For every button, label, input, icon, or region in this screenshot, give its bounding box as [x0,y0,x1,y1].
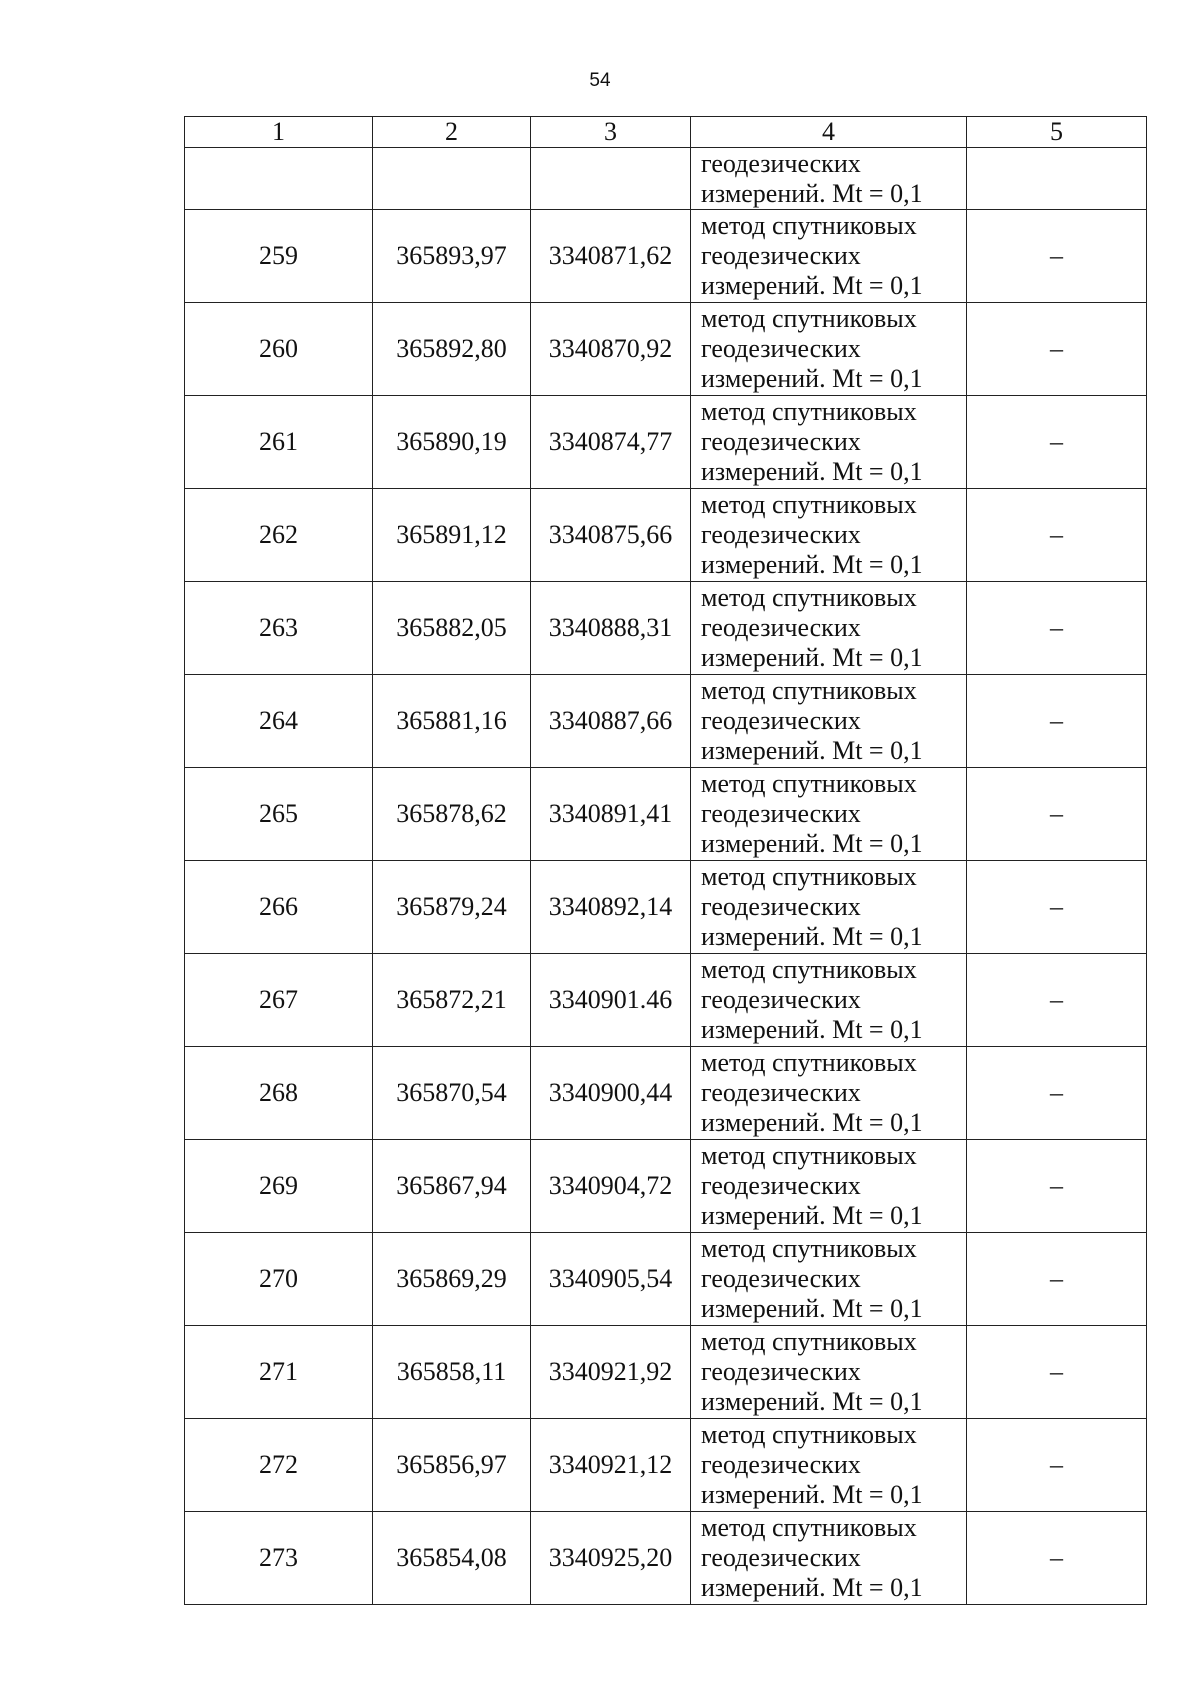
cell-method [691,1140,967,1233]
method-line: измерений. Mt = 0,1 [701,736,923,765]
method-line: геодезических [701,892,861,921]
cell-col5: – [967,1326,1147,1419]
cell-y: 3340887,66 [531,675,691,768]
cell-col5: – [967,675,1147,768]
method-line: геодезических [701,613,861,642]
cell-point: 261 [185,396,373,489]
cell-point: 262 [185,489,373,582]
method-line: геодезических [701,1078,861,1107]
cell-y: 3340901.46 [531,954,691,1047]
method-line: геодезических [701,427,861,456]
method-line: геодезических [701,1171,861,1200]
table-row [185,954,1147,1047]
header-row [185,117,1147,148]
method-line: метод спутниковых [701,1420,917,1449]
page-number: 54 [589,70,611,91]
method-line: измерений. Mt = 0,1 [701,1108,923,1137]
cell-method [691,675,967,768]
cell-col5: – [967,1047,1147,1140]
table-row [185,1233,1147,1326]
cell-col5: – [967,1419,1147,1512]
cell-x: 365870,54 [373,1047,531,1140]
cell-point: 267 [185,954,373,1047]
cell-y: 3340904,72 [531,1140,691,1233]
cell-point: 270 [185,1233,373,1326]
method-line: измерений. Mt = 0,1 [701,457,923,486]
method-line: измерений. Mt = 0,1 [701,643,923,672]
cell-col5: – [967,1512,1147,1605]
table-row [185,303,1147,396]
cell-col5: – [967,303,1147,396]
method-line: метод спутниковых [701,1513,917,1542]
method-line: измерений. Mt = 0,1 [701,1201,923,1230]
cell-point: 271 [185,1326,373,1419]
cell-col5: – [967,582,1147,675]
method-line: метод спутниковых [701,211,917,240]
method-line: геодезических [701,241,861,270]
cell-y: 3340871,62 [531,210,691,303]
cell-col5: – [967,954,1147,1047]
method-line: геодезических [701,1543,861,1572]
method-line: метод спутниковых [701,397,917,426]
cell-col5: – [967,489,1147,582]
table-row [185,1047,1147,1140]
method-line: измерений. Mt = 0,1 [701,1480,923,1509]
cell-point: 260 [185,303,373,396]
cell-y: 3340925,20 [531,1512,691,1605]
header-col-5: 5 [967,117,1147,148]
cell-x: 365891,12 [373,489,531,582]
method-line: геодезических [701,985,861,1014]
cell-y: 3340874,77 [531,396,691,489]
cell-point: 266 [185,861,373,954]
header-col-4: 4 [691,117,967,148]
cell-x: 365872,21 [373,954,531,1047]
cell-y [531,148,691,210]
cell-x: 365867,94 [373,1140,531,1233]
cell-y: 3340905,54 [531,1233,691,1326]
cell-col5: – [967,1140,1147,1233]
table-row [185,582,1147,675]
method-line: измерений. Mt = 0,1 [701,364,923,393]
cell-col5: – [967,1233,1147,1326]
cell-point: 268 [185,1047,373,1140]
method-line: метод спутниковых [701,583,917,612]
cell-y: 3340870,92 [531,303,691,396]
cell-point: 259 [185,210,373,303]
cell-method [691,768,967,861]
cell-col5: – [967,768,1147,861]
cell-y: 3340921,12 [531,1419,691,1512]
method-line: измерений. Mt = 0,1 [701,829,923,858]
cell-method [691,1047,967,1140]
cell-x: 365890,19 [373,396,531,489]
cell-method [691,396,967,489]
cell-x: 365893,97 [373,210,531,303]
cell-method [691,954,967,1047]
method-line: измерений. Mt = 0,1 [701,1294,923,1323]
cell-method [691,1512,967,1605]
cell-y: 3340891,41 [531,768,691,861]
method-line: метод спутниковых [701,1048,917,1077]
cell-method [691,210,967,303]
cell-y: 3340921,92 [531,1326,691,1419]
table-row [185,861,1147,954]
cell-point: 263 [185,582,373,675]
method-line: измерений. Mt = 0,1 [701,550,923,579]
table-row [185,1419,1147,1512]
cell-x: 365881,16 [373,675,531,768]
method-line: метод спутниковых [701,304,917,333]
cell-x: 365879,24 [373,861,531,954]
cell-method [691,582,967,675]
table-row [185,396,1147,489]
cell-method [691,148,967,210]
method-line: метод спутниковых [701,1141,917,1170]
table-row [185,210,1147,303]
method-line: измерений. Mt = 0,1 [701,178,923,208]
table-row [185,768,1147,861]
cell-point: 264 [185,675,373,768]
cell-x: 365854,08 [373,1512,531,1605]
cell-method [691,1419,967,1512]
cell-y: 3340900,44 [531,1047,691,1140]
cell-x: 365869,29 [373,1233,531,1326]
cell-method [691,489,967,582]
method-line: геодезических [701,1450,861,1479]
method-line: геодезических [701,1357,861,1386]
method-line: измерений. Mt = 0,1 [701,1387,923,1416]
cell-x [373,148,531,210]
cell-point: 269 [185,1140,373,1233]
method-line: геодезических [701,148,861,178]
table-row [185,489,1147,582]
coordinates-table [184,116,1147,1605]
cell-x: 365892,80 [373,303,531,396]
table-row [185,675,1147,768]
method-line: измерений. Mt = 0,1 [701,1573,923,1602]
cell-method [691,303,967,396]
cell-method [691,1326,967,1419]
cell-y: 3340892,14 [531,861,691,954]
cell-col5: – [967,396,1147,489]
header-col-3: 3 [531,117,691,148]
cell-x: 365882,05 [373,582,531,675]
cell-col5: – [967,210,1147,303]
method-line: геодезических [701,334,861,363]
table-row [185,1140,1147,1233]
cell-x: 365878,62 [373,768,531,861]
method-line: метод спутниковых [701,1234,917,1263]
method-line: измерений. Mt = 0,1 [701,271,923,300]
cell-point [185,148,373,210]
cell-col5: – [967,861,1147,954]
cell-method [691,861,967,954]
method-line: геодезических [701,1264,861,1293]
header-col-1: 1 [185,117,373,148]
method-line: геодезических [701,799,861,828]
table-row [185,1326,1147,1419]
cell-point: 272 [185,1419,373,1512]
method-line: метод спутниковых [701,862,917,891]
method-line: метод спутниковых [701,490,917,519]
continuation-row [185,148,1147,210]
cell-y: 3340875,66 [531,489,691,582]
cell-x: 365858,11 [373,1326,531,1419]
table-row [185,1512,1147,1605]
method-line: метод спутниковых [701,1327,917,1356]
header-col-2: 2 [373,117,531,148]
method-line: метод спутниковых [701,676,917,705]
method-line: измерений. Mt = 0,1 [701,922,923,951]
cell-col5 [967,148,1147,210]
method-line: геодезических [701,706,861,735]
cell-point: 265 [185,768,373,861]
cell-x: 365856,97 [373,1419,531,1512]
cell-point: 273 [185,1512,373,1605]
method-line: метод спутниковых [701,769,917,798]
cell-method [691,1233,967,1326]
method-line: измерений. Mt = 0,1 [701,1015,923,1044]
method-line: геодезических [701,520,861,549]
method-line: метод спутниковых [701,955,917,984]
cell-y: 3340888,31 [531,582,691,675]
